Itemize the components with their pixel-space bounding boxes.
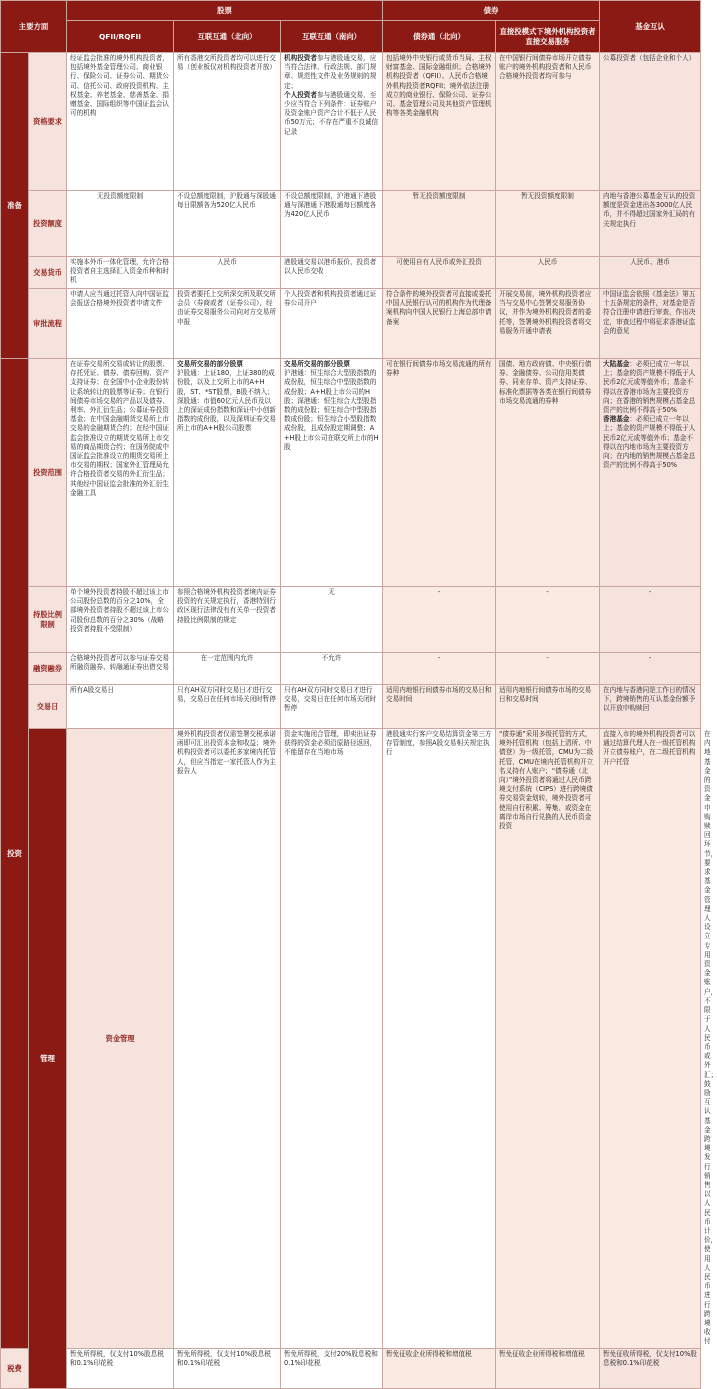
cell-approval-bond-north: 符合条件的境外投资者可直接或委托中国人民银行认可的机构作为代理备案机构向中国人民银行上海总部申请备案 [383,289,496,359]
cell-trade-day-north: 只有AH双方同时交易日才进行交易，交易日在任何市场关闭时暂停 [174,685,281,729]
header-stocks: 股票 [67,1,383,21]
cell-approval-qfii: 申请人应当通过托管人向中国证监会报送合格境外投资者申请文件 [67,289,174,359]
cell-scope-bond-north: 可在银行间债券市场交易流通的所有券种 [383,359,496,587]
cell-approval-direct: 开展交易前，境外机构投资者应当与交易中心签署交易服务协议，并作为境外机构投资者的委托等，签署境外机构投资者将交易服务开通申请表 [496,289,600,359]
cell-holding-bond-north: - [383,587,496,653]
cell-scope-fund [600,359,701,587]
cell-trade-day-direct: 适用内地银行间债券市场的交易日和交易时间 [496,685,600,729]
header-south: 互联互通（南向） [281,21,383,53]
cell-trade-day-bond-north: 适用内地银行间债券市场的交易日和交易时间 [383,685,496,729]
south-scope-heading: 交易所交易的部分股票 [284,360,350,368]
comparison-table: 主要方面 股票 债券 基金互认 QFII/RQFII 互联互通（北向） 互联互通（南向） 债券通（北向） 直接投模式下境外机构投资者直接交易服务 准备 资格要求 经证监会批准的境外机构投资者，包括境外基金管理公司、商业银行、保险公司、证券公司、期货公司、信托公司、政府投资机构、主权基金、养老基金、慈善基金、捐赠基金、国际组织等中国证监会认可的机构 所有香港交所投资者均可以进行交易（创业板仅对机构投资者开放） 机构投资者参与港股通交易，应当符合法律、行政法规、部门规章、规范性文件及业务规则的规定； 个人投资者参与港股通交易，至少应当符合下列条件：证券账户及资金账户资产合计不低于人民币50万元；不存在严重不良诚信记录 包括境外中央银行或货币当局、主权财富基金、国际金融组织；合格境外机构投资者（QFII）、人民币合格境外机构投资者RQFII；境外依法注册成立的商业银行、保险公司、证券公司、基金管理公司及其他资产管理机构等各类金融机构 在中国银行间债券市场开立债券账户的境外机构投资者和人民币合格境外投资者均可参与 公募投资者（包括企业和个人） 投资额度 无投资额度限制 不设总额度限制，沪股通与深股通每日限额各为520亿人民币 不设总额度限制，沪港通下港股通与深港通下港股通每日额度各为420亿人民币 暂无投资额度限制 暂无投资额度限制 内地与香港公募基金互认的投资额度是资金进出各3000亿人民币，并不得超过国家外汇局的有关规定执行 交易货币 实施本外币一体化管理，允许合格投资者自主选择汇入资金币种和时机 人民币 港股通交易以港币报价，投资者以人民币交收 可使用自有人民币或外汇投资 人民币 人民币、港币 审批流程 申请人应当通过托管人向中国证监会报送合格境外投资者申请文件 投资者要托上交所深交所及联交所会员（券商或者（证券公司），经由证券交易服务公司向对方交易所申报 个人投资者和机构投资者通过证券公司开户 符合条件的境外投资者可直接或委托中国人民银行认可的机构作为代理备案机构向中国人民银行上海总部申请备案 开展交易前，境外机构投资者应当与交易中心签署交易服务协议，并作为境外机构投资者的委托等，签署境外机构投资者将交易服务开通申请表 中国证监会依照《基金法》第五十五条规定的条件，对基金是否符合注册申请进行审查，作出决定，审查过程中将征求香港证监会的意见 投资 投资范围 在证券交易所交易或转让的股票、存托凭证、债券、债券回购、资产支持证券；在全国中小企业股份转让系统转让的股票等证券；在银行间债券市场交易的产品以及债券、利率、外汇衍生品；公募证券投资基金；在中国金融期货交易所上市交易的金融期货合约；在经中国证监会批准设立的期货交易所上市交易的商品期货合约；在国务院或中国证监会批准设立的期货交易所上市交易的期权；国家外汇管理局允许合格投资者交易的外汇衍生品；其他经中国证监会批准的外汇衍生金融工具 交易所交易的部分股票 沪股通：上证180，上证380的成份股，以及上交所上市的A+H股，ST、*ST股票，B股不纳入；深股通：市值60亿元人民币及以上的深证成份指数和深证中小创新指数的成份股，以及深圳证券交易所上市的A+H股公司股票 交易所交易的部分股票 沪港通：恒生综合大型股指数的成份股，恒生综合中型股指数的成份股；A+H股上市公司的H股；深港通：恒生综合大型股指数的成份股；恒生综合中型股指数成份股；恒生综合小型股指数成份股，且成份股定期调整；A+H股上市公司在联交所上市的H股 可在银行间债券市场交易流通的所有券种 国债、地方政府债、中央银行债券、金融债券、公司信用类债券、同业存单、资产支持证券、标准化票据等各类在银行间债券市场交易流通的券种 大陆基金：必须已成立一年以上；基金的资产规模不得低于人民币2亿元或等值外币；基金不得以在香港市场为主要投资方向；在香港的销售规模占基金总资产的比例不得高于50% 香港基金：必须已成立一年以上；基金的资产规模不得低于人民币2亿元或等值外币；基金不得以在内地市场为主要投资方向；在内地的销售规模占基金总资产的比例不得高于50% 持股比例限制 单个境外投资者持股不超过该上市公司股份总数的百分之10%，全部境外投资者持股不超过该上市公司股份总数的百分之30%（战略投资者持股不受限制） 参照合格境外机构投资者境内证券投资的有关规定执行，香港特别行政区现行法律没有有关单一投资者持股比例限制的规定 无 - - - 融资融券 合格境外投资者可以参与证券交易所融资融券、转融通证券出借交易 在一定范围内允许 不允许 - - - 交易日 所有A股交易日 只有AH双方同时交易日才进行交易，交易日在任何市场关闭时暂停 只有AH双方同时交易日才进行交易，交易日在任何市场关闭时暂停 适用内地银行间债券市场的交易日和交易时间 适用内地银行间债券市场的交易日和交易时间 在内地与香港同是工作日的情况下，跨境销售的互认基金份额予以开放申购赎回 管理 资金管理 境外机构投资者仅需签署交税承诺函即可汇出投资本金和收益；境外机构投资者可以委托多家境内托管人，但应当指定一家托管人作为主报告人 资金实施闭合管理，即卖出证券获得的资金必须沿原路径返回，不能留存在当地市场 港股通实行客户交易结算资金第三方存管制度，参照A股交易相关规定执行 “债券通”采用多级托管的方式，境外托管机构（包括上清所、中债登）为一级托管，CMU为二级托管，CMU在境内托管机构开立名义持有人账户；“债券通（北向）”境外投资者将通过人民币跨境支付系统（CIPS）进行跨境债券交易资金划转，境外投资者可使用自行积累、筹集、或资金在离岸市场自行兑换的人民币资金投资 直接入市的境外机构投资者可以通过结算代理人在一级托管机构开立债券账户，在二级托管机构开户托管 在内地基金的资金申购赎回环节，要求基金管理人设立专用资金账户，不限于人民币或外汇；鼓励互认基金跨境发行销售以人民币计价，使用人民币进行跨境收付 税费 暂免所得税，仅支付10%股息税和0.1%印花税 暂免所得税，仅支付10%股息税和0.1%印花税 暂免所得税，支付20%股息税和0.1%印花税 暂免征收企业所得税和增值税 暂免征收企业所得税和增值税 暂免征收所得税，仅支付10%股息税和0.1%印花税 [0,0,701,1389]
category-access: 准备 [1,53,29,359]
cell-currency-bond-north: 可使用自有人民币或外汇投资 [383,257,496,289]
south-investor-type-1: 机构投资者 [284,54,317,62]
cell-approval-north: 投资者要托上交所深交所及联交所会员（券商或者（证券公司），经由证券交易服务公司向对方交易所申报 [174,289,281,359]
cell-quota-fund: 内地与香港公募基金互认的投资额度是资金进出各3000亿人民币，并不得超过国家外汇局的有关规定执行 [600,191,701,257]
row-label-qualification: 资格要求 [29,53,67,191]
cell-holding-qfii: 单个境外投资者持股不超过该上市公司股份总数的百分之10%，全部境外投资者持股不超过该上市公司股份总数的百分之30%（战略投资者持股不受限制） [67,587,174,653]
cell-quota-south: 不设总额度限制，沪港通下港股通与深港通下港股通每日额度各为420亿人民币 [281,191,383,257]
category-manage: 管理 [29,729,67,1389]
cell-scope-south [281,359,383,587]
row-label-currency: 交易货币 [29,257,67,289]
fund-hk-heading: 香港基金 [603,415,630,424]
cell-scope-direct: 国债、地方政府债、中央银行债券、金融债券、公司信用类债券、同业存单、资产支持证券、标准化票据等各类在银行间债券市场交易流通的券种 [496,359,600,587]
cell-margin-south: 不允许 [281,653,383,685]
row-label-quota: 投资额度 [29,191,67,257]
row-label-custody: 资金管理 [67,729,174,1349]
cell-custody-south: 港股通实行客户交易结算资金第三方存管制度，参照A股交易相关规定执行 [383,729,496,1349]
cell-currency-north: 人民币 [174,257,281,289]
header-bonds: 债券 [383,1,600,21]
cell-qualification-qfii: 经证监会批准的境外机构投资者，包括境外基金管理公司、商业银行、保险公司、证券公司、期货公司、信托公司、政府投资机构、主权基金、养老基金、慈善基金、捐赠基金、国际组织等中国证监会认可的机构 [67,53,174,191]
row-label-holding: 持股比例限制 [29,587,67,653]
row-label-tax: 税费 [1,1348,29,1388]
header-north: 互联互通（北向） [174,21,281,53]
south-investor-text-2: 参与港股通交易，至少应当符合下列条件：证券账户及资金账户资产合计不低于人民币50万元；不存在严重不良诚信记录 [284,90,379,136]
cell-qualification-south [281,53,383,191]
cell-quota-bond-north: 暂无投资额度限制 [383,191,496,257]
cell-margin-north: 在一定范围内允许 [174,653,281,685]
cell-scope-qfii: 在证券交易所交易或转让的股票、存托凭证、债券、债券回购、资产支持证券；在全国中小企业股份转让系统转让的股票等证券；在银行间债券市场交易的产品以及债券、利率、外汇衍生品；公募证券投资基金；在中国金融期货交易所上市交易的金融期货合约；在经中国证监会批准设立的期货交易所上市交易的商品期货合约；在国务院或中国证监会批准设立的期货交易所上市交易的期权；国家外汇管理局允许合格投资者交易的外汇衍生品；其他经中国证监会批准的外汇衍生金融工具 [67,359,174,587]
cell-custody-bond-north: “债券通”采用多级托管的方式，境外托管机构（包括上清所、中债登）为一级托管，CMU为二级托管，CMU在境内托管机构开立名义持有人账户；“债券通（北向）”境外投资者将通过人民币跨境支付系统（CIPS）进行跨境债券交易资金划转，境外投资者可使用自行积累、筹集、或资金在离岸市场自行兑换的人民币资金投资 [496,729,600,1349]
cell-currency-direct: 人民币 [496,257,600,289]
header-qfii: QFII/RQFII [67,21,174,53]
cell-margin-qfii: 合格境外投资者可以参与证券交易所融资融券、转融通证券出借交易 [67,653,174,685]
cell-margin-bond-north: - [383,653,496,685]
cell-tax-fund: 暂免征收所得税，仅支付10%股息税和0.1%印花税 [600,1348,701,1388]
cell-quota-direct: 暂无投资额度限制 [496,191,600,257]
header-direct: 直接投模式下境外机构投资者直接交易服务 [496,21,600,53]
cell-qualification-direct: 在中国银行间债券市场开立债券账户的境外机构投资者和人民币合格境外投资者均可参与 [496,53,600,191]
cell-qualification-fund: 公募投资者（包括企业和个人） [600,53,701,191]
cell-scope-north [174,359,281,587]
fund-hk-text: ：必须已成立一年以上；基金的资产规模不得低于人民币2亿元或等值外币；基金不得以在内地市场为主要投资方向；在内地的销售规模占基金总资产的比例不得高于50% [603,415,696,470]
cell-margin-direct: - [496,653,600,685]
fund-mainland-heading: 大陆基金 [603,360,630,368]
cell-custody-north: 资金实施闭合管理，即卖出证券获得的资金必须沿原路径返回，不能留存在当地市场 [281,729,383,1349]
row-label-trade-day: 交易日 [29,685,67,729]
cell-currency-fund: 人民币、港币 [600,257,701,289]
cell-custody-direct: 直接入市的境外机构投资者可以通过结算代理人在一级托管机构开立债券账户，在二级托管机构开户托管 [600,729,701,1349]
row-label-approval: 审批流程 [29,289,67,359]
cell-quota-north: 不设总额度限制，沪股通与深股通每日限额各为520亿人民币 [174,191,281,257]
cell-currency-south: 港股通交易以港币报价，投资者以人民币交收 [281,257,383,289]
cell-margin-fund: - [600,653,701,685]
cell-tax-south: 暂免所得税，支付20%股息税和0.1%印花税 [281,1348,383,1388]
category-invest: 投资 [1,359,29,1349]
cell-approval-south: 个人投资者和机构投资者通过证券公司开户 [281,289,383,359]
row-label-scope: 投资范围 [29,359,67,587]
cell-trade-day-qfii: 所有A股交易日 [67,685,174,729]
cell-tax-bond-north: 暂免征收企业所得税和增值税 [383,1348,496,1388]
cell-tax-north: 暂免所得税，仅支付10%股息税和0.1%印花税 [174,1348,281,1388]
header-main-aspect: 主要方面 [1,1,67,53]
cell-tax-qfii: 暂免所得税，仅支付10%股息税和0.1%印花税 [67,1348,174,1388]
cell-quota-qfii: 无投资额度限制 [67,191,174,257]
header-fund: 基金互认 [600,1,701,53]
cell-qualification-north: 所有香港交所投资者均可以进行交易（创业板仅对机构投资者开放） [174,53,281,191]
cell-tax-direct: 暂免征收企业所得税和增值税 [496,1348,600,1388]
south-investor-type-2: 个人投资者 [284,90,317,99]
cell-holding-direct: - [496,587,600,653]
row-label-margin: 融资融券 [29,653,67,685]
cell-trade-day-fund: 在内地与香港同是工作日的情况下，跨境销售的互认基金份额予以开放申购赎回 [600,685,701,729]
cell-holding-north: 参照合格境外机构投资者境内证券投资的有关规定执行，香港特别行政区现行法律没有有关单一投资者持股比例限制的规定 [174,587,281,653]
cell-holding-fund: - [600,587,701,653]
cell-currency-qfii: 实施本外币一体化管理，允许合格投资者自主选择汇入资金币种和时机 [67,257,174,289]
north-scope-text: 沪股通：上证180，上证380的成份股，以及上交所上市的A+H股，ST、*ST股票，B股不纳入；深股通：市值60亿元人民币及以上的深证成份指数和深证中小创新指数的成份股，以及深圳证券交易所上市的A+H股公司股票 [177,369,276,433]
header-bond-north: 债券通（北向） [383,21,496,53]
cell-trade-day-south: 只有AH双方同时交易日才进行交易，交易日在任何市场关闭时暂停 [281,685,383,729]
fund-mainland-text: ：必须已成立一年以上；基金的资产规模不得低于人民币2亿元或等值外币；基金不得以在香港市场为主要投资方向；在香港的销售规模占基金总资产的比例不得高于50% [603,360,696,415]
south-investor-text-1: 参与港股通交易，应当符合法律、行政法规、部门规章、规范性文件及业务规则的规定； [284,54,377,90]
north-scope-heading: 交易所交易的部分股票 [177,360,243,368]
cell-custody-qfii: 境外机构投资者仅需签署交税承诺函即可汇出投资本金和收益；境外机构投资者可以委托多家境内托管人，但应当指定一家托管人作为主报告人 [174,729,281,1349]
cell-qualification-bond-north: 包括境外中央银行或货币当局、主权财富基金、国际金融组织；合格境外机构投资者（QFII）、人民币合格境外机构投资者RQFII；境外依法注册成立的商业银行、保险公司、证券公司、基金管理公司及其他资产管理机构等各类金融机构 [383,53,496,191]
cell-approval-fund: 中国证监会依照《基金法》第五十五条规定的条件，对基金是否符合注册申请进行审查，作出决定，审查过程中将征求香港证监会的意见 [600,289,701,359]
south-scope-text: 沪港通：恒生综合大型股指数的成份股，恒生综合中型股指数的成份股；A+H股上市公司的H股；深港通：恒生综合大型股指数的成份股；恒生综合中型股指数成份股；恒生综合小型股指数成份股，且成份股定期调整；A+H股上市公司在联交所上市的H股 [284,369,379,451]
cell-holding-south: 无 [281,587,383,653]
